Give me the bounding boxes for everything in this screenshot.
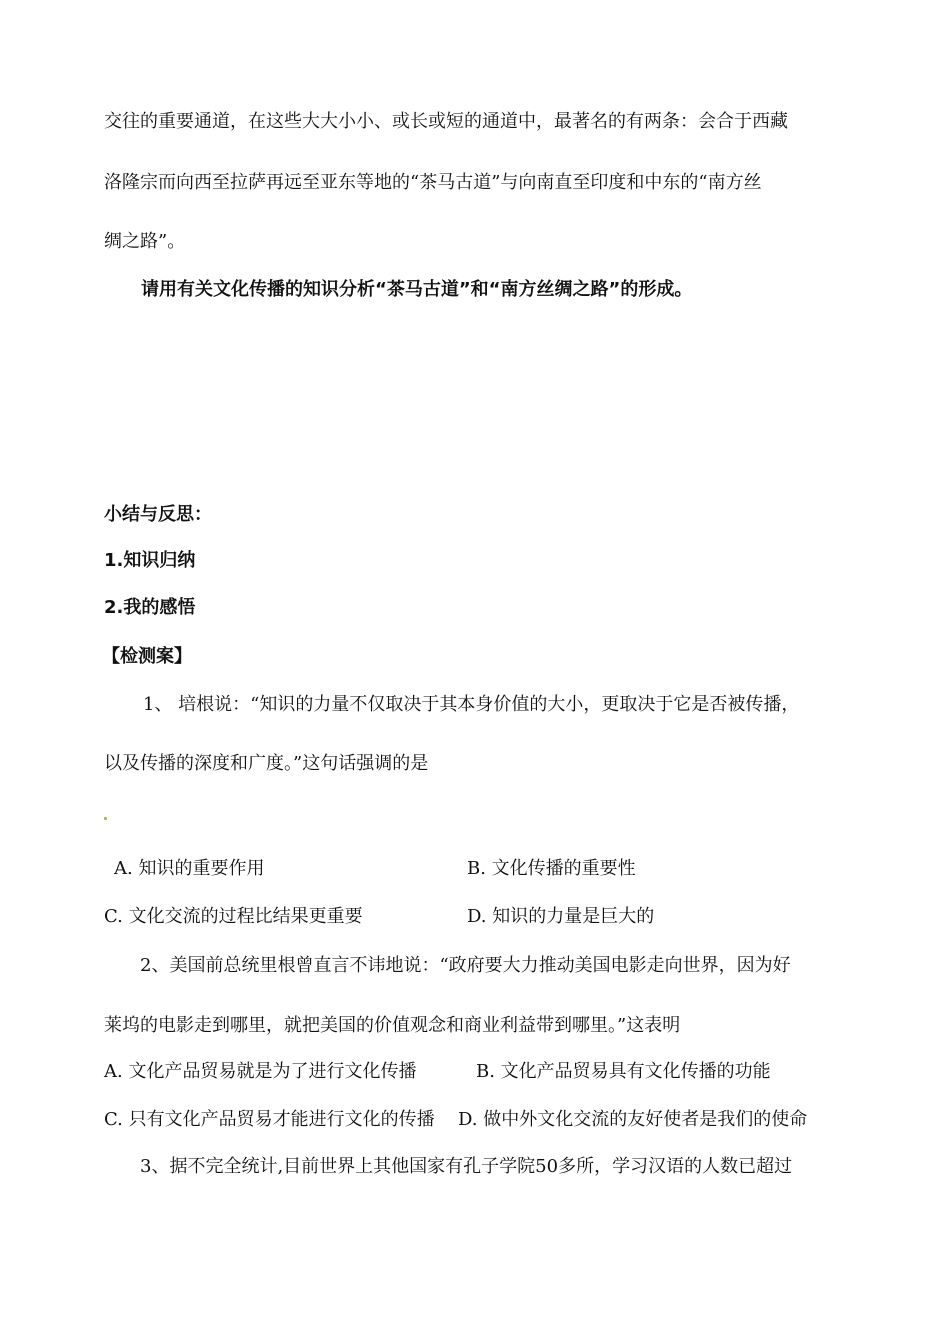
analysis-question: 请用有关文化传播的知识分析“茶马古道”和“南方丝绸之路”的形成。 xyxy=(141,279,693,300)
summary-heading: 小结与反思： xyxy=(104,504,212,525)
passage-line-1: 交往的重要通道，在这些大大小小、或长或短的通道中，最著名的有两条：会合于西藏 xyxy=(104,111,788,132)
test-section-heading: 【检测案】 xyxy=(102,646,192,667)
question-1-option-c: C. 文化交流的过程比结果更重要 xyxy=(104,906,363,927)
question-1-option-a: A. 知识的重要作用 xyxy=(114,858,265,879)
question-2-option-c: C. 只有文化产品贸易才能进行文化的传播 xyxy=(104,1109,435,1130)
passage-line-2: 洛隆宗而向西至拉萨再远至亚东等地的“茶马古道”与向南直至印度和中东的“南方丝 xyxy=(104,172,762,193)
question-2-option-d: D. 做中外文化交流的友好使者是我们的使命 xyxy=(458,1109,808,1130)
passage-line-3: 绸之路”。 xyxy=(104,231,186,252)
question-1-line-2: 以及传播的深度和广度。”这句话强调的是 xyxy=(104,753,429,774)
summary-item-reflection: 2.我的感悟 xyxy=(104,597,196,618)
question-2-line-1: 2、美国前总统里根曾直言不讳地说：“政府要大力推动美国电影走向世界，因为好 xyxy=(140,955,791,976)
question-3-line-1: 3、据不完全统计,目前世界上其他国家有孔子学院50多所，学习汉语的人数已超过 xyxy=(140,1156,793,1177)
question-2-option-b: B. 文化产品贸易具有文化传播的功能 xyxy=(476,1061,771,1082)
summary-item-knowledge: 1.知识归纳 xyxy=(104,550,196,571)
decorative-dot xyxy=(104,817,107,820)
question-1-line-1: 1、 培根说：“知识的力量不仅取决于其本身价值的大小，更取决于它是否被传播， xyxy=(143,694,800,715)
question-1-option-d: D. 知识的力量是巨大的 xyxy=(467,906,655,927)
question-1-option-b: B. 文化传播的重要性 xyxy=(467,858,636,879)
question-2-line-2: 莱坞的电影走到哪里，就把美国的价值观念和商业利益带到哪里。”这表明 xyxy=(104,1015,681,1036)
question-2-option-a: A. 文化产品贸易就是为了进行文化传播 xyxy=(104,1061,417,1082)
